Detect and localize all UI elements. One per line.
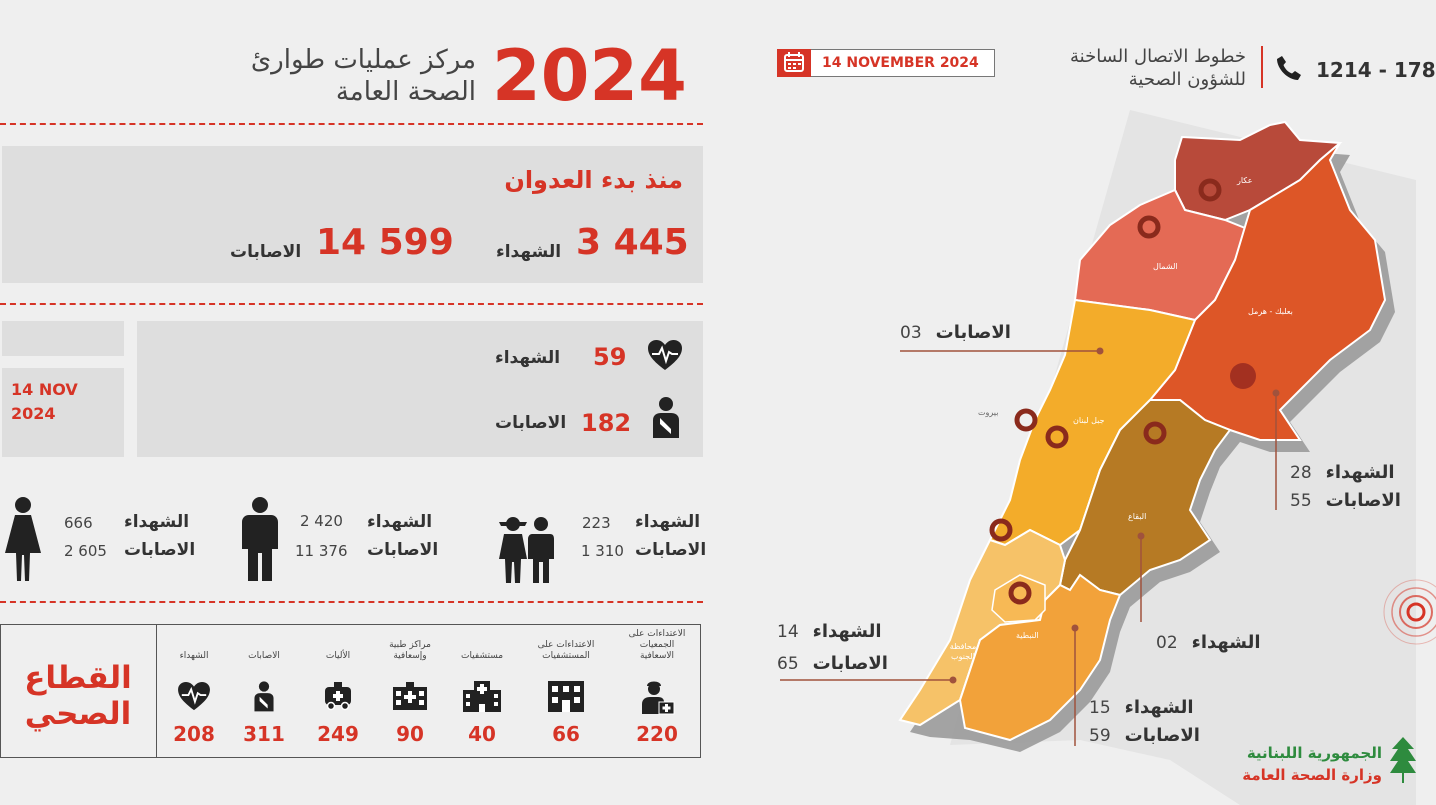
region-label-bekaa: البقاع	[1128, 512, 1147, 521]
heart-icon	[647, 339, 683, 371]
daily-martyrs-value: 59	[593, 343, 627, 371]
hs-hospital-attacks	[533, 628, 599, 746]
region-label-baalbek: بعلبك - هرمل	[1248, 307, 1293, 316]
hospital-icon	[449, 676, 515, 716]
injured-person-icon	[231, 676, 297, 716]
daily-injured-label: الاصابات	[495, 413, 567, 433]
republic-name: الجمهورية اللبنانية	[1246, 744, 1382, 762]
women-martyrs-value: 666	[64, 514, 93, 532]
center-title	[200, 44, 476, 108]
paramedic-icon	[624, 676, 690, 716]
daily-date-line2: 2024	[11, 404, 56, 423]
health-sector-title	[0, 660, 156, 732]
daily-stats-box	[137, 321, 703, 457]
callout-nabatieh-injured	[1089, 725, 1200, 746]
hs-label: الشهداء	[179, 651, 209, 661]
man-icon	[241, 497, 279, 581]
divider	[0, 303, 703, 305]
callout-label: الشهداء	[1325, 462, 1395, 483]
men-injured-label: الاصابات	[367, 540, 439, 560]
callout-value: 65	[777, 654, 799, 674]
health-sector-separator	[156, 624, 157, 758]
woman-icon	[4, 497, 42, 581]
date-badge	[777, 49, 995, 77]
marker-beirut	[1017, 411, 1035, 429]
marker-baalbek	[1230, 363, 1256, 389]
men-injured-value: 11 376	[295, 542, 348, 560]
hs-label: الأليات	[325, 651, 351, 661]
building-icon	[533, 676, 599, 716]
hs-label: مستشفيات	[460, 651, 504, 661]
callout-value: 59	[1089, 726, 1111, 746]
total-martyrs-label: الشهداء	[496, 242, 562, 262]
injured-person-icon	[651, 396, 681, 438]
callout-value: 15	[1089, 698, 1111, 718]
callout-baalbek-martyrs	[1290, 462, 1395, 483]
medical-center-icon	[377, 676, 443, 716]
since-aggression-title: منذ بدء العدوان	[504, 166, 683, 194]
callout-label: الشهداء	[1191, 632, 1261, 653]
hs-value: 66	[552, 722, 580, 746]
daily-date-top-box	[2, 321, 124, 356]
callout-value: 14	[777, 622, 799, 642]
callout-south-injured	[777, 653, 888, 674]
women-injured-label: الاصابات	[124, 540, 196, 560]
total-injured-value: 14 599	[316, 222, 454, 263]
hs-medical-centers	[377, 628, 443, 746]
date-text: 14 NOVEMBER 2024	[822, 55, 979, 71]
callout-label: الاصابات	[1325, 490, 1401, 511]
children-icon	[499, 517, 555, 583]
ministry-logo-text	[1220, 742, 1382, 786]
since-aggression-panel	[2, 146, 703, 283]
callout-value: 55	[1290, 491, 1312, 511]
callout-bekaa-martyrs	[1156, 632, 1261, 653]
callout-label: الاصابات	[935, 322, 1011, 343]
hs-medical-injured	[231, 628, 297, 746]
callout-label: الاصابات	[1124, 725, 1200, 746]
hs-label: مراكز طبية وإسعافية	[389, 640, 431, 661]
ministry-name: وزارة الصحة العامة	[1242, 766, 1382, 784]
region-label-mount-lebanon: جبل لبنان	[1073, 416, 1105, 425]
callout-nabatieh-martyrs	[1089, 697, 1194, 718]
region-label-north: الشمال	[1153, 262, 1178, 271]
callout-label: الشهداء	[812, 621, 882, 642]
hotline-line1: خطوط الاتصال الساخنة	[1070, 46, 1246, 67]
region-label-nabatieh: النبطية	[1016, 631, 1039, 640]
callout-south-martyrs	[777, 621, 882, 642]
calendar-icon	[777, 49, 811, 77]
hs-hospitals	[449, 628, 515, 746]
hs-value: 90	[396, 722, 424, 746]
hs-value: 311	[243, 722, 285, 746]
health-sector-title-line2: الصحي	[24, 696, 132, 732]
cedar-logo-icon	[1390, 735, 1416, 785]
callout-value: 02	[1156, 633, 1178, 653]
hs-value: 220	[636, 722, 678, 746]
heart-icon	[161, 676, 227, 716]
region-label-south: محافظة الجنوب	[949, 642, 977, 661]
center-title-line2: الصحة العامة	[335, 77, 476, 107]
hs-ambulance-attacks	[624, 628, 690, 746]
callout-label: الشهداء	[1124, 697, 1194, 718]
hs-label: الاصابات	[248, 651, 280, 661]
hs-value: 249	[317, 722, 359, 746]
year-title: 2024	[492, 35, 687, 117]
children-martyrs-label: الشهداء	[635, 512, 701, 532]
region-label-akkar: عكار	[1237, 176, 1253, 185]
hs-vehicles	[305, 628, 371, 746]
hs-value: 40	[468, 722, 496, 746]
callout-baalbek-injured	[1290, 490, 1401, 511]
callout-value: 03	[900, 323, 922, 343]
callout-mount-lebanon	[900, 322, 1011, 343]
center-title-line1: مركز عمليات طوارئ	[250, 45, 476, 75]
divider	[0, 123, 703, 125]
men-martyrs-value: 2 420	[300, 512, 343, 530]
daily-injured-value: 182	[581, 409, 632, 437]
hs-label: الاعتداءات على المستشفيات	[537, 640, 595, 661]
phone-icon	[1276, 55, 1302, 81]
hotline-numbers: 1214 - 178	[1316, 58, 1436, 82]
daily-martyrs-label: الشهداء	[495, 348, 561, 368]
hs-value: 208	[173, 722, 215, 746]
children-martyrs-value: 223	[582, 514, 611, 532]
hs-label: الاعتداءات على الجمعيات الاسعافية	[628, 629, 686, 661]
daily-date-line1: 14 NOV	[11, 380, 78, 399]
total-martyrs-value: 3 445	[576, 222, 689, 263]
hotline-line2: للشؤون الصحية	[1128, 69, 1246, 90]
children-injured-label: الاصابات	[635, 540, 707, 560]
health-sector-title-line1: القطاع	[24, 660, 132, 696]
hotline-title	[1020, 45, 1246, 91]
callout-label: الاصابات	[812, 653, 888, 674]
children-injured-value: 1 310	[581, 542, 624, 560]
ambulance-icon	[305, 676, 371, 716]
hs-medical-martyrs	[161, 628, 227, 746]
women-injured-value: 2 605	[64, 542, 107, 560]
divider	[0, 601, 703, 603]
total-injured-label: الاصابات	[230, 242, 302, 262]
men-martyrs-label: الشهداء	[367, 512, 433, 532]
callout-value: 28	[1290, 463, 1312, 483]
daily-date-box	[2, 368, 124, 457]
region-label-beirut: بيروت	[978, 408, 999, 417]
hotline-divider	[1261, 46, 1263, 88]
women-martyrs-label: الشهداء	[124, 512, 190, 532]
